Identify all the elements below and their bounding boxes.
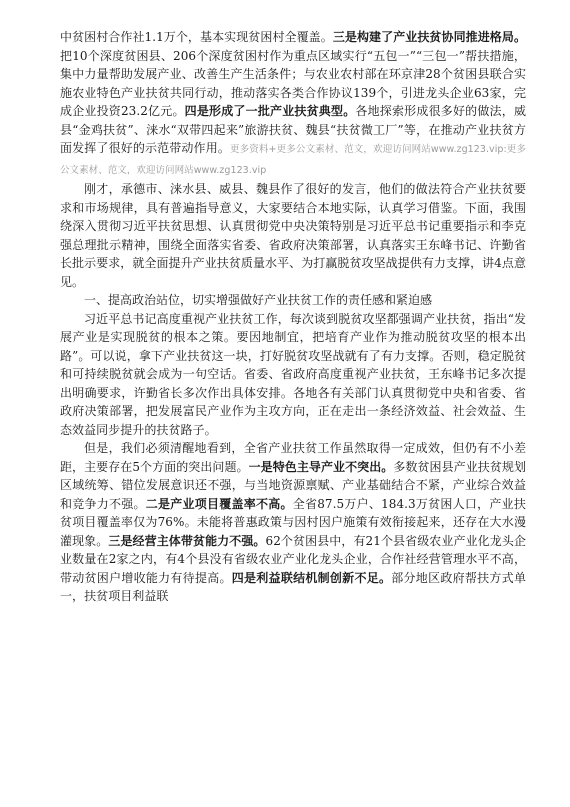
bold-point: 四是形成了一批产业扶贫典型。	[184, 104, 356, 118]
body-text: 部分地区政府帮扶方式单一，扶贫项目利益联	[60, 570, 526, 603]
body-text: 把10个深度贫困县、206个深度贫困村作为重点区域实行“五包一”“三包一”帮扶措施，集中力量帮助发展产业、改善生产生活条件；与农业农村部在环京津28个贫困县联合实施农业特色产业扶贫共同行动，推动落实各类合作协议139个，引进龙头企业63家，完成企业投资23.2亿元。	[60, 48, 526, 118]
paragraph-intro	[60, 28, 526, 180]
bold-point: 二是产业项目覆盖率不高。	[145, 496, 293, 511]
body-text: 中贫困村合作社1.1万个，基本实现贫困村全覆盖。	[60, 30, 333, 44]
body-text: 一、提高政治站位，切实增强做好产业扶贫工作的责任感和紧迫感	[84, 293, 433, 307]
paragraph-problems	[60, 439, 526, 606]
bold-point: 三是经营主体带贫能力不强。	[108, 533, 266, 548]
section-heading-1	[60, 291, 526, 310]
bold-point: 一是特色主导产业不突出。	[248, 459, 394, 474]
body-text: 全省87.5万户、184.3万贫困人口，产业扶贫项目覆盖率仅为76%。未能将普惠政策与因村因户施策有效衔接起来，还存在大水漫灌现象。	[60, 496, 526, 548]
bold-point: 三是构建了产业扶贫协同推进格局。	[332, 30, 526, 44]
body-text: 习近平总书记高度重视产业扶贫工作，每次谈到脱贫攻坚都强调产业扶贫，指出“发展产业是实现脱贫的根本之策。要因地制宜，把培育产业作为推动脱贫攻坚的根本出路”。可以说，拿下产业扶贫这一块，打好脱贫攻坚战就有了有力支撑。否则，稳定脱贫和可持续脱贫就会成为一句空话。省委、省政府高度重视产业扶贫，王东峰书记多次提出明确要求，许勤省长多次作出具体安排。各地各有关部门认真贯彻党中央和省委、省政府决策部署，把发展富民产业作为主攻方向，正在走出一条经济效益、社会效益、生态效益同步提升的扶贫路子。	[60, 311, 526, 437]
paragraph-remarks	[60, 180, 526, 291]
body-text: 但是，我们必须清醒地看到，全省产业扶贫工作虽然取得一定成效，但仍有不小差距，主要存在5个方面的突出问题。	[60, 441, 526, 474]
paragraph-section-1	[60, 310, 526, 440]
body-text: 刚才，承德市、涞水县、威县、魏县作了很好的发言，他们的做法符合产业扶贫要求和市场规律，具有普遍指导意义，大家要结合本地实际，认真学习借鉴。下面，我围绕深入贯彻习近平扶贫思想、认真贯彻党中央决策特别是习近平总书记重要指示和李克强总理批示精神，围绕全面落实省委、省政府决策部署，认真落实王东峰书记、许勤省长批示要求，就全面提升产业扶贫质量水平、为打赢脱贫攻坚战提供有力支撑，讲4点意见。	[60, 182, 526, 289]
body-text: 多数贫困县产业扶贫规划区域统筹、错位发展意识还不强，与当地资源禀赋、产业基础结合不紧，产业综合效益和竞争力不强。	[60, 459, 526, 511]
body-text: 62个贫困县中，有21个县省级农业产业化龙头企业数量在2家之内，有4个县没有省级农业产业化龙头企业，合作社经营管理水平不高，带动贫困户增收能力有待提高。	[60, 533, 526, 585]
bold-point: 四是利益联结机制创新不足。	[231, 570, 392, 585]
body-text: 各地探索形成很多好的做法，威县“金鸡扶贫”、涞水“双带四起来”旅游扶贫、魏县“扶贫微工厂”等，在推动产业扶贫方面发挥了很好的示范带动作用。	[60, 104, 526, 155]
watermark-text: 更多资料+更多公文素材、范文，欢迎访问网站www.zg123.vip:更多公文素材、范文，欢迎访问网站www.zg123.vip	[60, 144, 527, 176]
